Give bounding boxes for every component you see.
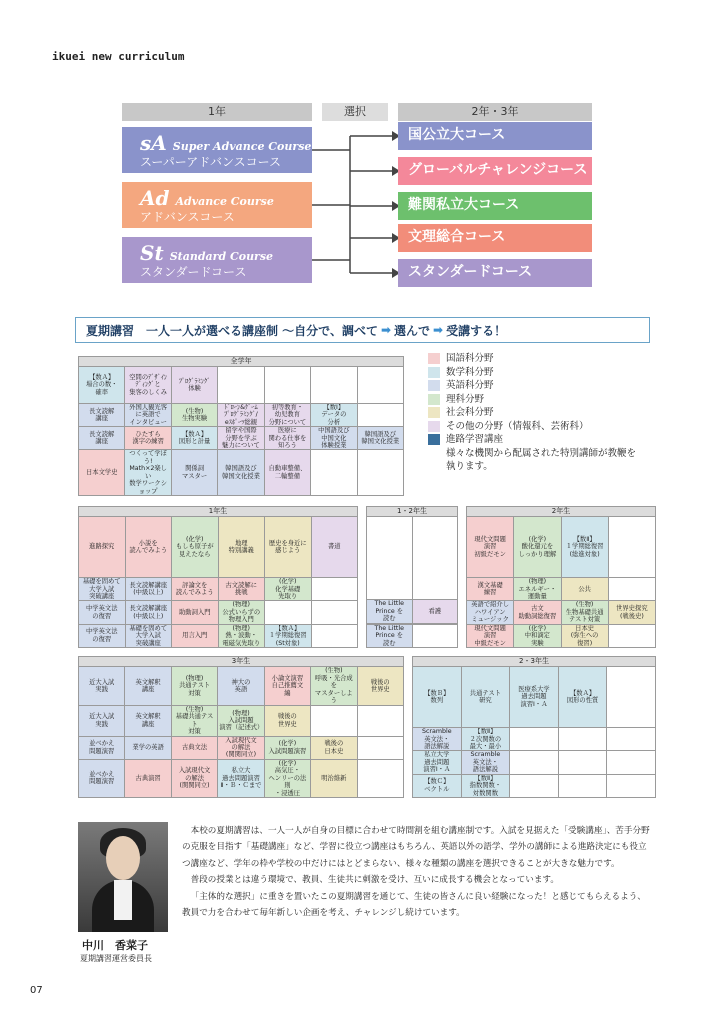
course-cell — [510, 751, 559, 774]
course-cell: 私立大 過去問題演習 Ⅱ・Ｂ・Ｃまで — [218, 759, 264, 797]
table-row — [413, 728, 656, 751]
course-cell — [311, 367, 357, 404]
table-title: 3年生 — [79, 657, 404, 667]
legend-label: 数学科分野 — [446, 366, 494, 378]
course-cell: ひたすら 漢字の練習 — [125, 427, 171, 450]
table-title: 全学年 — [79, 357, 404, 367]
course-cell: 古典演習 — [125, 759, 171, 797]
banner-text: 夏期講習 一人一人が選べる講座制 ～自分で、調べて — [86, 323, 378, 338]
course-cell — [608, 517, 655, 578]
table-title: 2年生 — [467, 507, 656, 517]
course-cell: (物理) 熱・波動・ 電磁気先取り — [218, 624, 265, 647]
course-cell: 戦後の 世界史 — [357, 667, 403, 706]
legend-swatch — [428, 380, 440, 391]
course-jp: アドバンスコース — [140, 209, 235, 224]
course-cell — [510, 728, 559, 751]
legend — [428, 352, 643, 474]
legend-label: 国語科分野 — [446, 353, 494, 364]
course-en: Standard Course — [169, 249, 274, 263]
course-cell: 戦後の 世界史 — [264, 705, 310, 736]
course-cell: 【数Ｃ】 ベクトル — [413, 774, 462, 797]
course-cell: The Little Prince を 読む — [367, 600, 413, 623]
course-cell: 外国人観光客 に英語で インタビュー — [125, 403, 171, 426]
course-cell: ﾌﾟﾛｸﾞﾗﾐﾝｸﾞ 体験 — [171, 367, 217, 404]
table-row — [79, 450, 404, 496]
course-cell: 進路探究 — [79, 517, 126, 578]
course-cell — [412, 517, 458, 600]
course-cell: 公共 — [561, 578, 608, 601]
course-cell — [311, 578, 358, 601]
table-row — [367, 517, 458, 600]
course-cell: 日本文学史 — [79, 450, 125, 496]
course-cell: 入試現代文 の解法 (関関同立) — [218, 736, 264, 759]
table-row — [467, 517, 656, 578]
course-cell: 医療に 関わる仕事を 知ろう — [264, 427, 310, 450]
course-cell: 戦後の 日本史 — [311, 736, 357, 759]
course-cell: 並べかえ 問題演習 — [79, 759, 125, 797]
course-cell: (物理) エネルギー・ 運動量 — [514, 578, 561, 601]
table-year12 — [366, 506, 458, 648]
table-row — [79, 759, 404, 797]
course-cell — [608, 624, 655, 647]
course-cell: 漢文基礎 練習 — [467, 578, 514, 601]
course-cell: (化学) 入試問題演習 — [264, 736, 310, 759]
table-row — [467, 624, 656, 647]
course23-national: 国公立大コース — [398, 122, 592, 150]
arrow-icon: ➡ — [433, 323, 444, 337]
course23-global: グローバルチャレンジコース — [398, 157, 592, 185]
course-cell: 留学や国際 分野を学ぶ 魅力について — [218, 427, 264, 450]
course-cell — [311, 705, 357, 736]
course-cell: 私立大学 過去問題 演習Ⅰ・Ａ — [413, 751, 462, 774]
course-cell: 長文読解 講座 — [79, 403, 125, 426]
course-cell — [607, 728, 656, 751]
course-cell: 基礎を固めて 大学入試 突破講座 — [125, 624, 172, 647]
table-row — [467, 601, 656, 624]
course-cell: 古典文法 — [171, 736, 217, 759]
table-title: 1年生 — [79, 507, 358, 517]
course-cell: 【数Ⅱ】 １学期総復習 (総進対象) — [561, 517, 608, 578]
course-cell: (物理) 公式いらずの 物理入門 — [218, 601, 265, 624]
course-cell: 医療系大学 過去問題 演習Ⅰ・Ａ — [510, 667, 559, 728]
course-cell: 自動車整備、 二輪整備 — [264, 450, 310, 496]
legend-note: 様々な機関から配属された特別講師が教鞭を執ります。 — [446, 447, 637, 472]
course-cell: 書道 — [311, 517, 358, 578]
legend-item — [428, 393, 643, 407]
legend-swatch — [428, 434, 440, 445]
table-year2 — [466, 506, 656, 648]
course-cell: 【数Ⅰ】 データの 分析 — [311, 403, 357, 426]
course-cell — [558, 751, 607, 774]
legend-label: その他の分野（情報科、芸術科） — [446, 420, 589, 432]
course-cell: 神大の 英語 — [218, 667, 264, 706]
course-cell: 長文読解講座 (中級以上) — [125, 601, 172, 624]
legend-item — [428, 420, 643, 434]
course-cell: 【数Ａ】 場合の数・ 確率 — [79, 367, 125, 404]
table-year1 — [78, 506, 358, 648]
course-cell: 空間のﾃﾞｻﾞｲﾝ ﾃﾞｨﾝｸﾞと 集客のしくみ — [125, 367, 171, 404]
course-cell: 長文読解 講座 — [79, 427, 125, 450]
table-year3 — [78, 656, 404, 798]
course-cell: 評論文を 読んでみよう — [172, 578, 219, 601]
course-cell — [357, 367, 403, 404]
course-cell: (生物) 呼吸・光合成を マスターしよう — [311, 667, 357, 706]
course-cell: The Little Prince を 読む — [367, 624, 413, 647]
course-cell — [218, 367, 264, 404]
course-cell: 古文読解に 挑戦 — [218, 578, 265, 601]
course23-general: 文理総合コース — [398, 224, 592, 252]
course-cell — [311, 450, 357, 496]
course-cell: 現代文問題 演習 中級だモン — [467, 624, 514, 647]
teacher-name: 中川 香菜子 — [82, 939, 148, 952]
course-cell — [608, 578, 655, 601]
banner-step3: 受講する！ — [446, 323, 507, 338]
table-title: 2・3年生 — [413, 657, 656, 667]
course-cell: Scramble 英文法・ 語法解説 — [413, 728, 462, 751]
course-cell: 基礎を固めて 大学入試 突破講座 — [79, 578, 126, 601]
teacher-photo — [78, 822, 168, 932]
course-cell: 中学英文法 の復習 — [79, 601, 126, 624]
table-row — [413, 751, 656, 774]
course23-private: 難関私立大コース — [398, 192, 592, 220]
course-cell: (化学) 高気圧・ ヘンリーの法則 ・浸透圧 — [264, 759, 310, 797]
course-cell: 用言入門 — [172, 624, 219, 647]
course-cell: 中学英文法 の復習 — [79, 624, 126, 647]
legend-item — [428, 433, 643, 447]
table-row — [79, 367, 404, 404]
table-row — [79, 667, 404, 706]
course-cell: 【数Ⅱ】 ２次関数の 最大・最小 — [461, 728, 510, 751]
course-cell — [265, 601, 312, 624]
course-cell: 助動詞入門 — [172, 601, 219, 624]
course-cell: ﾄﾞﾛｰﾝ&ｹﾞｰﾑ ﾌﾟﾛｸﾞﾗﾐﾝｸﾞ/ eｽﾎﾟｰﾂ総観 — [218, 403, 264, 426]
course-cell: 歴史を身近に 感じよう — [265, 517, 312, 578]
legend-item — [428, 379, 643, 393]
course-cell — [357, 705, 403, 736]
legend-item — [428, 352, 643, 366]
paragraph: 本校の夏期講習は、一人一人が自身の目標に合わせて時間割を組む講座制です。入試を見据えた「受験講座」、苦手分野の克服を目指す「基礎講座」など、学習に役立つ講座はもちろん、英語以外の語学、学外の講師による進路決定にも役立つ講座など、学年の枠や学校の中だけにはとどまらない、様々な種類の講座を選択できることが大きな魅力です。 — [182, 826, 650, 869]
course-abbr: sA — [140, 130, 167, 155]
table-row — [413, 774, 656, 797]
course-cell: 近大入試 実践 — [79, 667, 125, 706]
course-abbr: Ad — [140, 185, 170, 210]
body-text — [182, 823, 652, 921]
course-super-advance — [122, 127, 312, 173]
course-standard — [122, 237, 312, 283]
table-row — [79, 624, 358, 647]
course-cell: 世界史探究 (戦後史) — [608, 601, 655, 624]
legend-swatch — [428, 367, 440, 378]
course-cell — [311, 601, 358, 624]
course-cell — [412, 624, 458, 647]
table-title: 1・2年生 — [367, 507, 458, 517]
course-cell: (化学) 酸化還元を しっかり理解 — [514, 517, 561, 578]
legend-label: 理科分野 — [446, 393, 485, 405]
connector-lines — [312, 120, 404, 290]
year1-label: 1年 — [122, 103, 312, 121]
course-jp: スタンダードコース — [140, 264, 247, 279]
course-cell: 日本史 (弥生への 復習) — [561, 624, 608, 647]
banner-step2: 選んで — [394, 323, 431, 338]
page-header: ikuei new curriculum — [52, 50, 185, 63]
course-cell — [607, 667, 656, 728]
course-cell — [510, 774, 559, 797]
course-cell: 現代文問題 演習 初級だモン — [467, 517, 514, 578]
course-cell: 関係詞 マスター — [171, 450, 217, 496]
course-cell: Scramble 英文法・ 語法解説 — [461, 751, 510, 774]
course-cell: (化学) 化学基礎 先取り — [265, 578, 312, 601]
legend-item — [428, 366, 643, 380]
course-cell: 韓国語及び 韓国文化授業 — [357, 427, 403, 450]
table-row — [367, 624, 458, 647]
year23-label: 2年・3年 — [398, 103, 592, 121]
course-advance — [122, 182, 312, 228]
course-cell: 入試現代文 の解法 (関関同立) — [171, 759, 217, 797]
course-cell: 明治維新 — [311, 759, 357, 797]
course-cell: 看護 — [412, 600, 458, 623]
course-cell — [357, 403, 403, 426]
course-cell: (生物) 基礎共通テスト 対策 — [171, 705, 217, 736]
course-cell: つくって学ぼう! Math×2楽しい 数学ワークショップ — [125, 450, 171, 496]
table-row — [79, 601, 358, 624]
course-cell: 中国語及び 中国文化 体験授業 — [311, 427, 357, 450]
course-cell: 【数Ａ】 １学期総復習 (St対象) — [265, 624, 312, 647]
course-cell: 【数Ａ】 図形の性質 — [558, 667, 607, 728]
course-cell: 小説を 読んでみよう — [125, 517, 172, 578]
table-row — [79, 517, 358, 578]
legend-label: 英語科分野 — [446, 380, 494, 391]
course-en: Advance Course — [175, 194, 274, 208]
course-cell: 古文 助動詞総復習 — [514, 601, 561, 624]
course-cell — [558, 728, 607, 751]
course-cell: 【数Ｂ】 数列 — [413, 667, 462, 728]
page-number: 07 — [30, 985, 43, 996]
course-cell — [357, 450, 403, 496]
course-cell — [357, 736, 403, 759]
teacher-role: 夏期講習運営委員長 — [80, 954, 152, 963]
table-row — [413, 667, 656, 728]
table-row — [79, 705, 404, 736]
table-row — [367, 600, 458, 623]
course-cell: 並べかえ 問題演習 — [79, 736, 125, 759]
course-cell: 地理 特別講義 — [218, 517, 265, 578]
paragraph: 「主体的な選択」に重きを置いたこの夏期講習を通じて、生徒の皆さんに良い経験になった！と感じてもらえるよう、教員で力を合わせて毎年新しい企画を考え、チャレンジし続けています。 — [182, 891, 646, 919]
legend-swatch — [428, 394, 440, 405]
legend-label: 進路学習講座 — [446, 434, 504, 445]
legend-swatch — [428, 421, 440, 432]
course-cell: (生物) 生物基礎共通 テスト対策 — [561, 601, 608, 624]
table-row — [79, 403, 404, 426]
table-row — [467, 578, 656, 601]
legend-item — [428, 406, 643, 420]
legend-swatch — [428, 353, 440, 364]
course-cell — [311, 624, 358, 647]
course-cell: 【数Ａ】 図形と計量 — [171, 427, 217, 450]
legend-swatch — [428, 407, 440, 418]
course-cell: (生物) 生物実験 — [171, 403, 217, 426]
course-cell: 英文解釈 講座 — [125, 667, 171, 706]
summer-course-banner — [75, 317, 650, 343]
course-cell — [558, 774, 607, 797]
legend-label: 社会科分野 — [446, 407, 494, 418]
table-row — [79, 736, 404, 759]
course-cell: 【数Ⅱ】 指数関数・ 対数関数 — [461, 774, 510, 797]
arrow-icon: ➡ — [380, 323, 392, 337]
course-abbr: St — [140, 240, 164, 265]
table-year23 — [412, 656, 656, 798]
table-all-grades — [78, 356, 404, 496]
course-cell: (物理) 共通テスト 対策 — [171, 667, 217, 706]
course-cell: 英語で紹介し ハワイアン ミュージック — [467, 601, 514, 624]
course-cell: 英文解釈 講座 — [125, 705, 171, 736]
course-cell — [357, 759, 403, 797]
course-cell: (化学) 中和滴定 実験 — [514, 624, 561, 647]
course-cell — [607, 751, 656, 774]
course-cell: 共通テスト 研究 — [461, 667, 510, 728]
course-cell — [264, 367, 310, 404]
course-cell: 初等教育・ 幼児教育 分野について — [264, 403, 310, 426]
course-cell: 小論文演習 自己推薦文 編 — [264, 667, 310, 706]
course-cell — [607, 774, 656, 797]
course-cell: 業学の英語 — [125, 736, 171, 759]
course23-standard: スタンダードコース — [398, 259, 592, 287]
course-cell: (化学) もしも原子が 見えたなら — [172, 517, 219, 578]
select-label: 選択 — [322, 103, 388, 121]
course-cell: 近大入試 実践 — [79, 705, 125, 736]
course-jp: スーパーアドバンスコース — [140, 154, 282, 169]
paragraph: 普段の授業とは違う環境で、教員、生徒共に刺激を受け、互いに成長する機会となっています。 — [190, 875, 559, 886]
course-cell: 長文読解講座 (中級以上) — [125, 578, 172, 601]
table-row — [79, 427, 404, 450]
table-row — [79, 578, 358, 601]
course-cell — [367, 517, 413, 600]
course-cell: (物理) 入試問題 演習（記述式） — [218, 705, 264, 736]
course-cell: 韓国語及び 韓国文化授業 — [218, 450, 264, 496]
course-en: Super Advance Course — [172, 139, 312, 153]
